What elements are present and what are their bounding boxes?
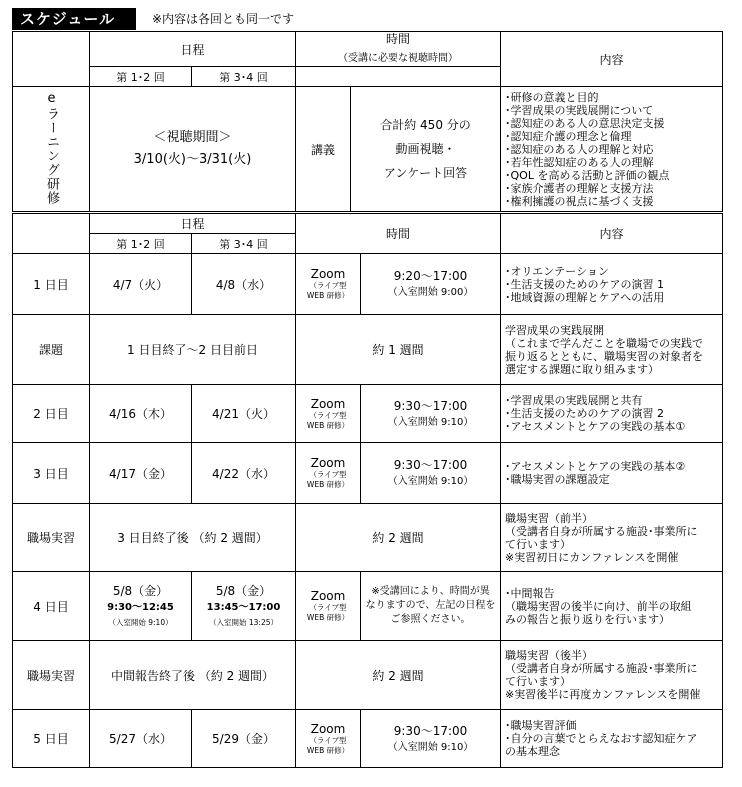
zoom-label: Zoom: [310, 721, 346, 736]
header-empty: [13, 214, 90, 254]
time-cell: [361, 443, 501, 504]
content-item: ･自分の言葉でとらえなおす認知症ケア: [505, 732, 698, 745]
period-span: 中間報告終了後 （約 2 週間）: [90, 641, 296, 710]
row-label: 職場実習: [13, 641, 90, 710]
content-item: 選定する課題に取り組みます）: [505, 362, 660, 376]
date-round34: 4/21（火）: [192, 385, 296, 443]
elearning-time-cell: [351, 87, 501, 212]
content-item: ･生活支援のためのケアの演習 2: [505, 407, 665, 420]
elearning-table: [12, 31, 723, 212]
table-row: [13, 710, 723, 768]
time-cell: [361, 385, 501, 443]
time-round12: 9:30～12:45: [107, 601, 174, 613]
entry-time: （入室開始 9:10）: [387, 741, 474, 753]
date-round12: 5/8（金）: [112, 583, 169, 598]
content-item: ･オリエンテーション: [505, 264, 609, 278]
row-contents: [501, 504, 723, 572]
zoom-sub: （ライブ型: [309, 470, 347, 479]
date-round34-cell: [192, 572, 296, 641]
zoom-sub: WEB 研修）: [306, 291, 350, 300]
elearning-period: 3/10(火)～3/31(火): [133, 152, 252, 167]
table-row: [13, 641, 723, 710]
content-item: （受講者自身が所属する施設･事業所に: [505, 524, 698, 538]
time-range: 9:20～17:00: [393, 269, 468, 283]
content-item: ･地域資源の理解とケアへの活用: [505, 290, 665, 304]
elearning-contents: [501, 87, 723, 212]
content-item: 振り返るとともに、職場実習の対象者を: [505, 349, 704, 363]
row-label: 課題: [13, 315, 90, 385]
entry-time: （入室開始 9:10）: [387, 416, 474, 428]
elearning-period-title: ＜視聴期間＞: [153, 130, 232, 145]
content-item: の基本理念: [505, 745, 561, 758]
content-item: ･職場実習の課題設定: [505, 473, 610, 486]
zoom-sub: WEB 研修）: [306, 480, 350, 489]
content-item: ･研修の意義と目的: [505, 90, 599, 104]
zoom-cell: [296, 385, 361, 443]
elearning-time-1: 合計約 450 分の: [380, 118, 471, 132]
header-time-cont: [296, 67, 501, 87]
header-empty: [13, 32, 90, 87]
row-label: 2 日目: [13, 385, 90, 443]
content-item: ･職場実習評価: [505, 719, 577, 732]
zoom-sub: WEB 研修）: [306, 613, 350, 622]
time-note: ※受講回により、時間が異: [371, 586, 490, 597]
content-item: ･権利擁護の視点に基づく支援: [505, 194, 654, 208]
row-contents: [501, 315, 723, 385]
row-contents: [501, 710, 723, 768]
row-contents: [501, 572, 723, 641]
time-range: 9:30～17:00: [393, 458, 468, 472]
row-contents: [501, 254, 723, 315]
zoom-cell: [296, 443, 361, 504]
period-span: 1 日目終了～2 日目前日: [90, 315, 296, 385]
content-item: ･中間報告: [505, 586, 555, 600]
content-item: ･生活支援のためのケアの演習 1: [505, 277, 665, 291]
date-round12: 4/16（木）: [90, 385, 192, 443]
table-row: [13, 254, 723, 315]
table-row: [13, 443, 723, 504]
content-item: ･家族介護者の理解と支援方法: [505, 181, 654, 195]
date-round12: 4/7（火）: [90, 254, 192, 315]
row-label: 1 日目: [13, 254, 90, 315]
content-item: ･アセスメントとケアの実践の基本②: [505, 460, 686, 473]
content-item: 学習成果の実践展開: [505, 323, 605, 337]
date-round34: 4/22（水）: [192, 443, 296, 504]
table-row: [13, 315, 723, 385]
zoom-label: Zoom: [310, 396, 346, 411]
table-row: [13, 572, 723, 641]
zoom-sub: WEB 研修）: [306, 745, 350, 755]
content-item: （これまで学んだことを職場での実践で: [505, 336, 704, 350]
zoom-label: Zoom: [310, 589, 346, 603]
entry-round34: （入室開始 13:25）: [209, 617, 278, 627]
header-schedule: 日程: [90, 214, 296, 234]
zoom-label: Zoom: [310, 267, 346, 281]
row-label: 5 日目: [13, 710, 90, 768]
zoom-label: Zoom: [310, 456, 346, 470]
content-item: ※実習初日にカンファレンスを開催: [505, 550, 679, 564]
header-round34: 第 3･4 回: [192, 234, 296, 254]
time-range: 9:30～17:00: [393, 723, 468, 738]
content-item: ※実習後半に再度カンファレンスを開催: [505, 688, 701, 701]
content-item: ･若年性認知症のある人の理解: [505, 155, 654, 169]
zoom-sub: （ライブ型: [309, 735, 347, 745]
time-note: ご参照ください。: [390, 614, 471, 625]
header-time-label: 時間: [386, 32, 411, 46]
header-round12: 第 1･2 回: [90, 234, 192, 254]
header-round12: 第 1･2 回: [90, 67, 192, 87]
period-duration: 約 2 週間: [296, 641, 501, 710]
date-round12-cell: [90, 572, 192, 641]
table-row: [13, 385, 723, 443]
elearning-period-cell: [90, 87, 296, 212]
time-note: なりますので、左記の日程を: [365, 600, 496, 611]
elearning-label-cell: [13, 87, 90, 212]
entry-time: （入室開始 9:10）: [387, 476, 474, 487]
time-note-cell: [361, 572, 501, 641]
row-contents: [501, 641, 723, 710]
period-duration: 約 2 週間: [296, 504, 501, 572]
elearning-label: eラーニング研修: [44, 90, 59, 205]
content-item: みの報告と振り返りを行います）: [505, 612, 671, 626]
zoom-cell: [296, 254, 361, 315]
row-label: 4 日目: [13, 572, 90, 641]
content-item: ･学習成果の実践展開と共有: [505, 394, 643, 407]
row-contents: [501, 385, 723, 443]
time-range: 9:30～17:00: [393, 398, 468, 413]
content-item: て行います）: [505, 675, 572, 688]
zoom-cell: [296, 572, 361, 641]
row-label: 職場実習: [13, 504, 90, 572]
content-item: て行います）: [505, 537, 572, 551]
content-item: ･認知症のある人の意思決定支援: [505, 116, 665, 130]
elearning-type: 講義: [296, 87, 351, 212]
entry-time: （入室開始 9:00）: [387, 287, 474, 298]
content-item: ･QOL を高める活動と評価の観点: [505, 168, 670, 182]
schedule-note: ※内容は各回とも同一です: [152, 12, 295, 26]
period-span: 3 日目終了後 （約 2 週間）: [90, 504, 296, 572]
schedule-header: [12, 8, 734, 30]
header-schedule: 日程: [90, 32, 296, 67]
content-item: ･認知症のある人の理解と対応: [505, 142, 654, 156]
time-cell: [361, 254, 501, 315]
content-item: （受講者自身が所属する施設･事業所に: [505, 662, 698, 675]
content-item: （職場実習の後半に向け、前半の取組: [505, 599, 692, 613]
content-item: ･アセスメントとケアの実践の基本①: [505, 420, 686, 433]
header-content: 内容: [501, 214, 723, 254]
schedule-table: [12, 213, 723, 768]
entry-round12: （入室開始 9:10）: [108, 617, 173, 627]
content-item: 職場実習（前半）: [505, 511, 594, 525]
row-contents: [501, 443, 723, 504]
zoom-sub: （ライブ型: [309, 410, 347, 420]
header-content: 内容: [501, 32, 723, 87]
row-label: 3 日目: [13, 443, 90, 504]
header-time: 時間: [296, 214, 501, 254]
header-time: [296, 32, 501, 67]
content-item: 職場実習（後半）: [505, 649, 594, 662]
content-item: ･認知症介護の理念と倫理: [505, 129, 632, 143]
zoom-cell: [296, 710, 361, 768]
header-time-sub: （受講に必要な視聴時間）: [338, 53, 459, 64]
zoom-sub: WEB 研修）: [306, 420, 350, 430]
date-round12: 4/17（金）: [90, 443, 192, 504]
table-row: [13, 504, 723, 572]
date-round12: 5/27（水）: [90, 710, 192, 768]
time-round34: 13:45～17:00: [206, 601, 281, 613]
time-cell: [361, 710, 501, 768]
elearning-time-2: 動画視聴・: [395, 142, 456, 156]
date-round34: 5/29（金）: [192, 710, 296, 768]
date-round34: 4/8（水）: [192, 254, 296, 315]
header-round34: 第 3･4 回: [192, 67, 296, 87]
zoom-sub: （ライブ型: [309, 281, 347, 290]
schedule-title: スケジュール: [12, 8, 136, 30]
zoom-sub: （ライブ型: [309, 603, 347, 612]
elearning-time-3: アンケート回答: [383, 166, 468, 180]
period-duration: 約 1 週間: [296, 315, 501, 385]
content-item: ･学習成果の実践展開について: [505, 103, 654, 117]
date-round34: 5/8（金）: [215, 583, 272, 598]
